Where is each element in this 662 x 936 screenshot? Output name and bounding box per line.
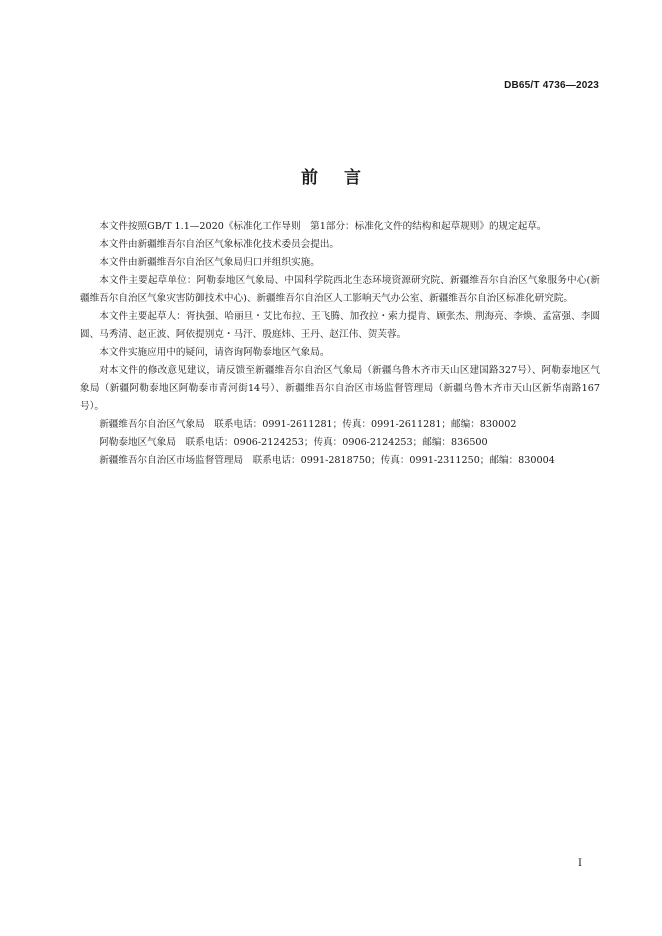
paragraph-inquiries: 本文件实施应用中的疑问，请咨询阿勒泰地区气象局。 xyxy=(99,347,330,358)
paragraph-feedback: 对本文件的修改意见建议，请反馈至新疆维吾尔自治区气象局（新疆乌鲁木齐市天山区建国路327号）、阿勒泰地区气象局（新疆阿勒泰地区阿勒泰市青河街14号）、新疆维吾尔自治区市场监督管理局（新疆乌鲁木齐市天山区新华南路167号）。 xyxy=(80,365,600,412)
paragraph-drafting-rules: 本文件按照GB/T 1.1—2020《标准化工作导则 第1部分：标准化文件的结构和起草规则》的规定起草。 xyxy=(99,221,547,232)
preface-body xyxy=(80,218,600,470)
paragraph-drafting-units: 本文件主要起草单位：阿勒泰地区气象局、中国科学院西北生态环境资源研究院、新疆维吾尔自治区气象服务中心(新疆维吾尔自治区气象灾害防御技术中心)、新疆维吾尔自治区人工影响天气办公室、新疆维吾尔自治区标准化研究院。 xyxy=(80,275,600,304)
paragraph-administrator: 本文件由新疆维吾尔自治区气象局归口并组织实施。 xyxy=(99,257,320,268)
paragraph-drafters: 本文件主要起草人：胥执强、哈丽旦・艾比布拉、王飞腾、加孜拉・索力提肯、顾张杰、荆海亮、李焕、孟富强、李圆圆、马秀清、赵正波、阿依提别克・马汗、殷庭炜、王丹、赵江伟、贺芙蓉。 xyxy=(80,311,600,340)
contact-line-xinjiang-meteorological: 新疆维吾尔自治区气象局 联系电话：0991-2611281；传真：0991-2611281；邮编：830002 xyxy=(99,419,517,430)
paragraph-proposer: 本文件由新疆维吾尔自治区气象标准化技术委员会提出。 xyxy=(99,239,340,250)
document-code: DB65/T 4736—2023 xyxy=(504,80,599,91)
page-number: I xyxy=(578,858,582,869)
contact-line-market-supervision: 新疆维吾尔自治区市场监督管理局 联系电话：0991-2818750；传真：0991-2311250；邮编：830004 xyxy=(99,455,555,466)
contact-line-altay-meteorological: 阿勒泰地区气象局 联系电话：0906-2124253；传真：0906-2124253；邮编：836500 xyxy=(99,437,488,448)
section-title: 前言 xyxy=(301,168,387,188)
